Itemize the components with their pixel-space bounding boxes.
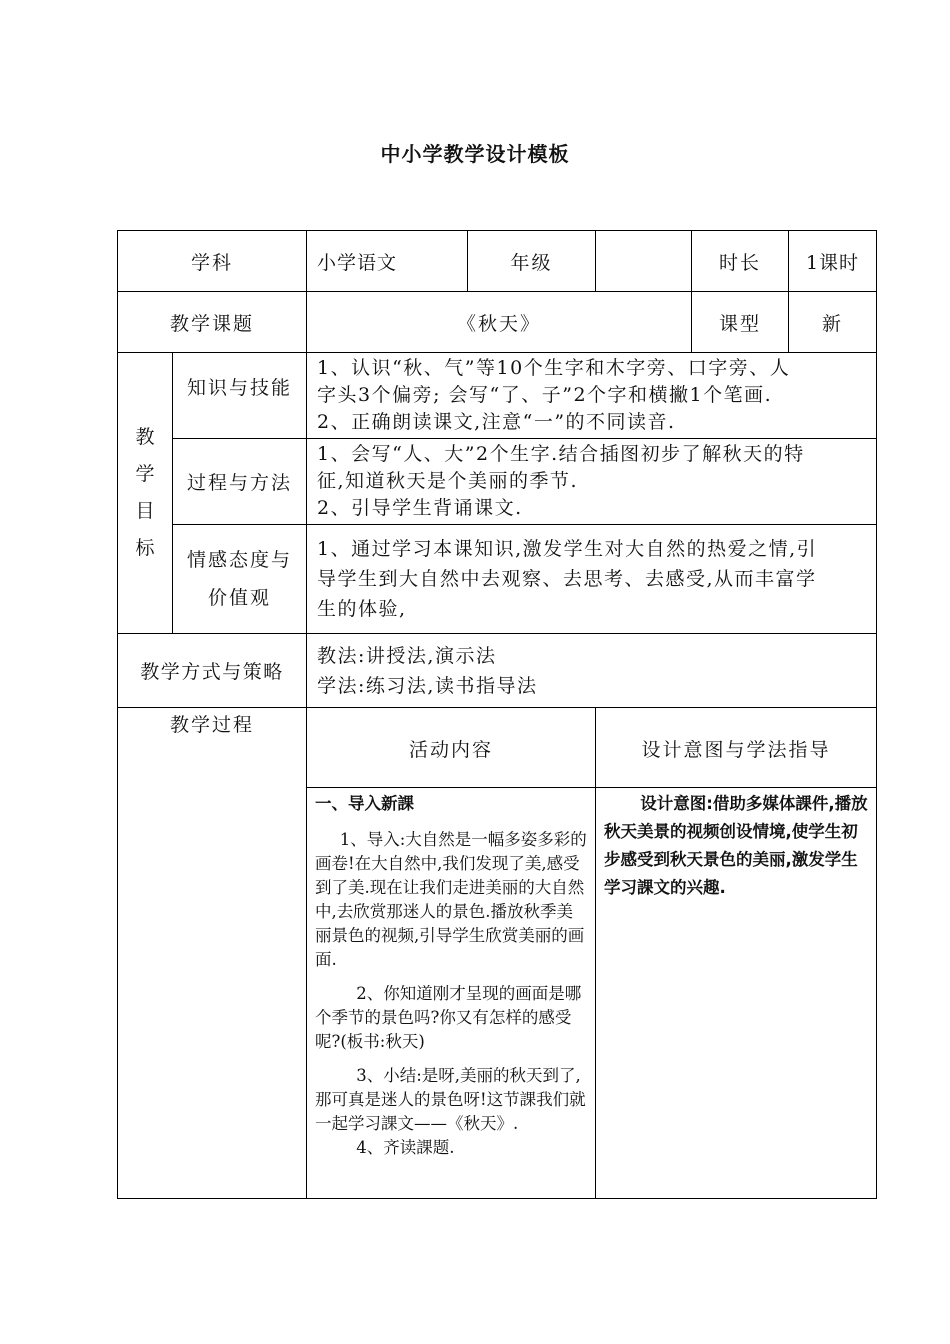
subject-value: 小学语文	[307, 231, 468, 292]
goal-line: 导学生到大自然中去观察、去思考、去感受,从而丰富学	[317, 568, 817, 590]
goal-line: 字头3个偏旁; 会写“了、子”2个字和横撇1个笔画.	[317, 384, 773, 406]
lesson-type-label: 课型	[692, 292, 789, 353]
row-strategy	[118, 634, 877, 708]
duration-label: 时长	[692, 231, 789, 292]
row-subject	[118, 231, 877, 292]
grade-value	[596, 231, 692, 292]
lesson-type-value: 新	[789, 292, 877, 353]
activity-heading: 一、导入新課	[315, 794, 414, 813]
goal-line: 1、认识“秋、气”等10个生字和木字旁、口字旁、人	[317, 357, 791, 379]
topic-label: 教学课题	[118, 292, 307, 353]
goals-label-char: 标	[135, 537, 155, 559]
document-title: 中小学教学设计模板	[380, 142, 570, 166]
subject-label: 学科	[118, 231, 307, 292]
emotion-values-label: 情感态度与 价值观	[173, 525, 307, 634]
teaching-process-label: 教学过程	[118, 708, 307, 1199]
duration-value: 1课时	[789, 231, 877, 292]
goals-label-char: 教	[135, 426, 155, 448]
strategy-label: 教学方式与策略	[118, 634, 307, 708]
goal-line: 2、正确朗读课文,注意“一”的不同读音.	[317, 411, 676, 433]
knowledge-skills-content	[307, 353, 877, 439]
row-emotion-values	[118, 525, 877, 634]
activity-paragraph: 2、你知道刚才呈现的画面是哪个季节的景色吗?你又有怎样的感受呢?(板书:秋天)	[315, 984, 582, 1051]
topic-value: 《秋天》	[307, 292, 692, 353]
lesson-plan-table	[117, 230, 877, 1199]
goal-line: 1、会写“人、大”2个生字.结合插图初步了解秋天的特	[317, 443, 805, 465]
activity-header: 活动内容	[307, 708, 596, 788]
grade-label: 年级	[468, 231, 596, 292]
activity-paragraph: 3、小结:是呀,美丽的秋天到了,那可真是迷人的景色呀!这节課我们就一起学习課文——《秋天》.	[315, 1066, 586, 1133]
design-intent-content: 设计意图:借助多媒体課件,播放秋天美景的视频创设情境,使学生初步感受到秋天景色的美丽,激发学生学习課文的兴趣.	[596, 788, 877, 1199]
process-method-label: 过程与方法	[173, 439, 307, 525]
goal-line: 征,知道秋天是个美丽的季节.	[317, 470, 579, 492]
row-process-header	[118, 708, 877, 788]
row-topic	[118, 292, 877, 353]
intent-header: 设计意图与学法指导	[596, 708, 877, 788]
emotion-values-content	[307, 525, 877, 634]
activity-paragraph: 1、导入:大自然是一幅多姿多彩的画卷!在大自然中,我们发现了美,感受到了美.现在让我们走进美丽的大自然中,去欣赏那迷人的景色.播放秋季美丽景色的视频,引导学生欣赏美丽的画面.	[315, 830, 587, 969]
teaching-goals-label	[118, 353, 173, 634]
activity-paragraph: 4、齐读課题.	[356, 1138, 455, 1157]
strategy-content	[307, 634, 877, 708]
goals-label-char: 学	[135, 463, 155, 485]
row-knowledge	[118, 353, 877, 439]
strategy-line: 学法:练习法,读书指导法	[317, 674, 538, 697]
goal-line: 2、引导学生背诵课文.	[317, 497, 523, 519]
knowledge-skills-label: 知识与技能	[173, 353, 307, 439]
goal-line: 生的体验,	[317, 598, 407, 620]
process-method-content	[307, 439, 877, 525]
activity-content	[307, 788, 596, 1199]
goals-label-char: 目	[135, 500, 155, 522]
row-process-method	[118, 439, 877, 525]
goal-line: 1、通过学习本课知识,激发学生对大自然的热爱之情,引	[317, 538, 818, 560]
strategy-line: 教法:讲授法,演示法	[317, 644, 497, 667]
